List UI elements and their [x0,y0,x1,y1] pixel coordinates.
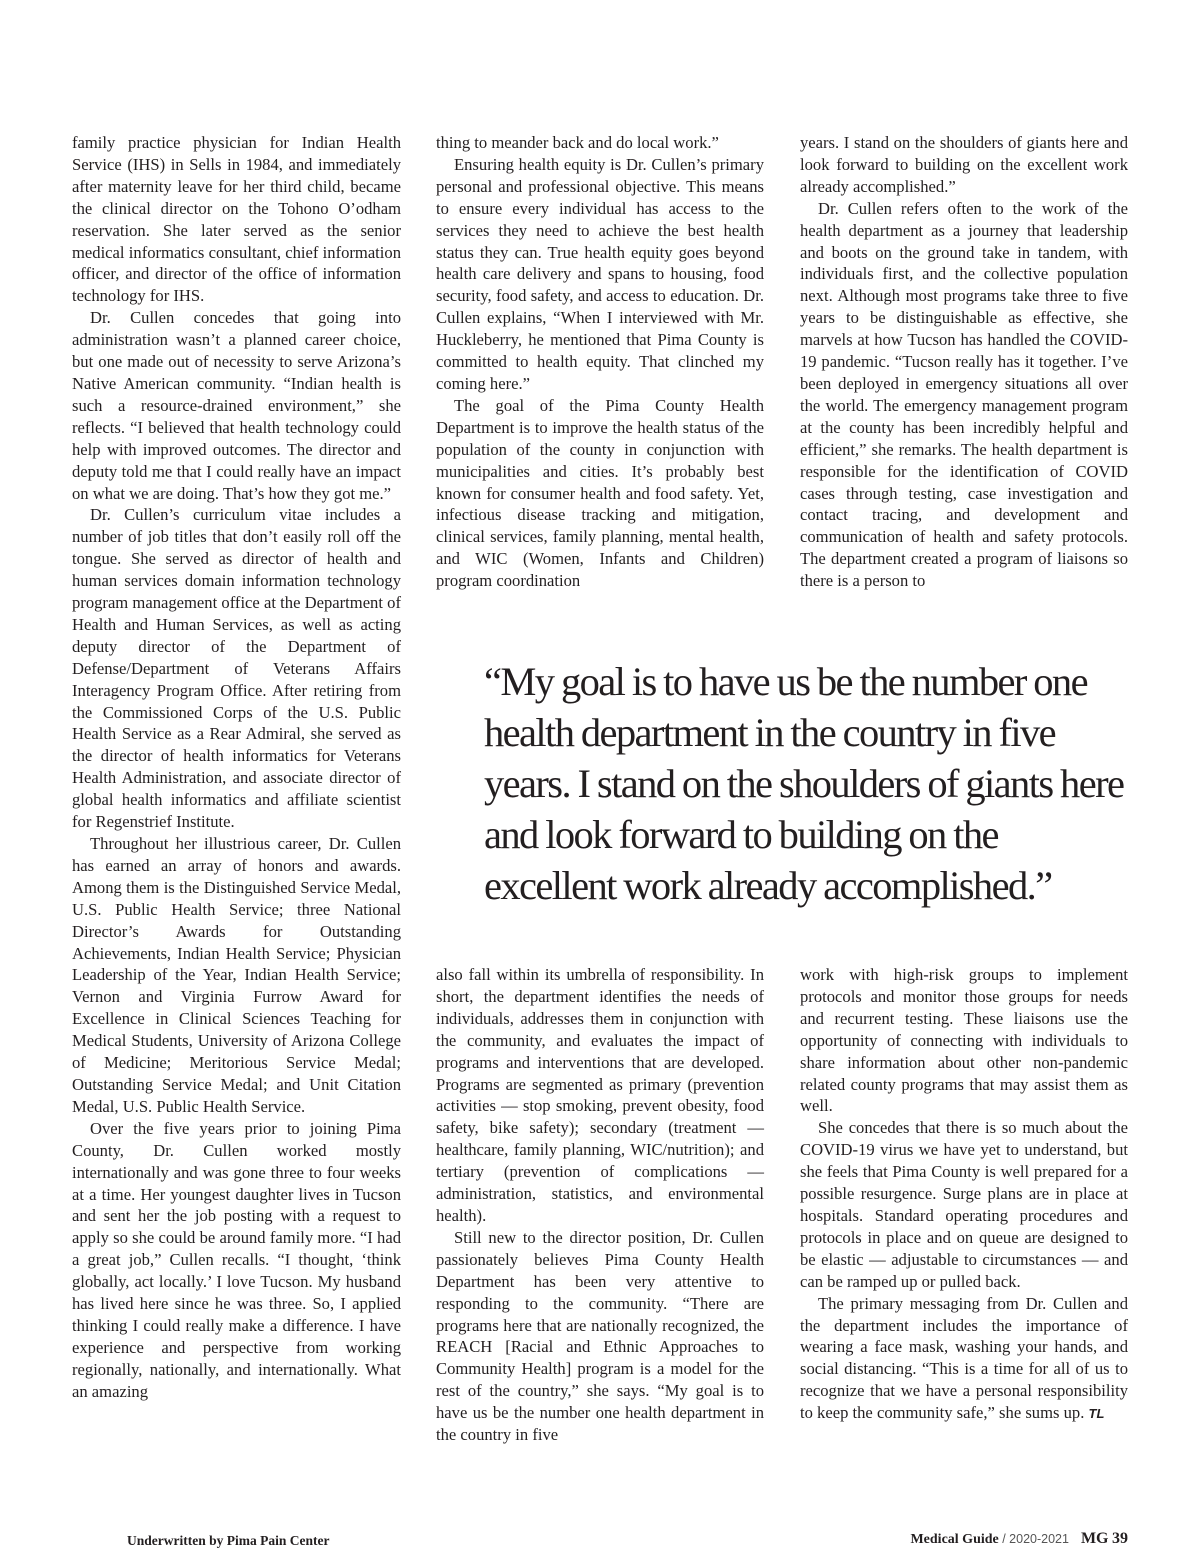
paragraph: years. I stand on the shoulders of giants here and look forward to building on the excellent work already accomplished.” [800,133,1128,196]
paragraph: work with high-risk groups to implement protocols and monitor those groups for needs and recurrent testing. These liaisons use the opportunity of connecting with individuals to share information about other non-pandemic related county programs that may assist them as well. [800,965,1128,1116]
column-3-bottom [800,964,1128,1474]
column-2-bottom [436,964,764,1474]
separator: / [998,1532,1010,1546]
footer-folio [910,1530,1128,1548]
paragraph: Throughout her illustrious career, Dr. Cullen has earned an array of honors and awards. Among them is the Distinguished Service Medal, U.S. Public Health Service; three National Director’s Awards for Outstanding Achievements, Indian Health Service; Physician Leadership of the Year, Indian Health Service; Vernon and Virginia Furrow Award for Excellence in Clinical Sciences Teaching for Medical Students, University of Arizona College of Medicine; Meritorious Service Medal; Outstanding Service Medal; and Unit Citation Medal, U.S. Public Health Service. [72,834,401,1116]
paragraph: Still new to the director position, Dr. Cullen passionately believes Pima County Health Department has been very attentive to responding to the community. “There are programs here that are nationally recognized, the REACH [Racial and Ethnic Approaches to Community Health] program is a model for the rest of the country,” she says. “My goal is to have us be the number one health department in the country in five [436,1227,764,1445]
publication-name: Medical Guide [910,1532,999,1547]
paragraph: Dr. Cullen’s curriculum vitae includes a number of job titles that don’t easily roll off the tongue. She served as director of health and human services domain information technology program management office at the Department of Health and Human Services, as well as acting deputy director of the Department of Defense/Department of Veterans Affairs Interagency Program Office. After retiring from the Commissioned Corps of the U.S. Public Health Service as a Rear Admiral, she served as the director of health informatics for Veterans Health Administration, and associate director of global health informatics and affiliate scientist for Regenstrief Institute. [72,505,401,832]
paragraph: The goal of the Pima County Health Department is to improve the health status of the population of the county in conjunction with municipalities and cities. It’s probably best known for consumer health and food safety. Yet, infectious disease tracking and mitigation, clinical services, family planning, mental health, and WIC (Women, Infants and Children) program coordination [436,395,764,591]
column-2-top [436,132,764,617]
column-1 [72,132,401,1472]
paragraph: family practice physician for Indian Health Service (IHS) in Sells in 1984, and immediately after maternity leave for her third child, became the clinical director on the Tohono O’odham reservation. She later served as the senior medical informatics consultant, chief information officer, and director of the office of information technology for IHS. [72,133,401,306]
paragraph: thing to meander back and do local work.” [436,133,719,152]
pull-quote: “My goal is to have us be the number one health department in the country in five years. I stand on the shoulders of giants here and look forward to building on the excellent work already accomplished.” [484,659,1124,908]
paragraph: Dr. Cullen refers often to the work of the health department as a journey that leadership and boots on the ground take in tandem, with individuals first, and the collective population next. Although most programs take three to five years to be distinguishable as effective, she marvels at how Tucson has handled the COVID-19 pandemic. “Tucson really has it together. I’ve been deployed in emergency situations all over the world. The emergency management program at the county has been incredibly helpful and efficient,” she remarks. The health department is responsible for the identification of COVID cases through testing, case investigation and contact tracing, and development and communication of health and safety protocols. The department created a program of liaisons so there is a person to [800,198,1128,591]
paragraph: also fall within its umbrella of responsibility. In short, the department identifies the needs of individuals, addresses them in conjunction with the community, and evaluates the impact of programs and interventions that are developed. Programs are segmented as primary (prevention activities — stop smoking, prevent obesity, food safety, bike safety); secondary (treatment — healthcare, family planning, WIC/nutrition); and tertiary (prevention of complications — administration, statistics, and environmental health). [436,965,764,1225]
footer-sponsor: Underwritten by Pima Pain Center [127,1533,330,1548]
paragraph: She concedes that there is so much about the COVID-19 virus we have yet to understand, but she feels that Pima County is well prepared for a possible resurgence. Surge plans are in place at hospitals. Standard operating procedures and protocols in place and on queue are designed to be elastic — adjustable to circumstances — and can be ramped up or pulled back. [800,1118,1128,1291]
page-number: 39 [1112,1530,1128,1547]
paragraph-text: The primary messaging from Dr. Cullen and the department includes the importance of wearing a face mask, washing your hands, and social distancing. “This is a time for all of us to recognize that we have a personal responsibility to keep the community safe,” she sums up. [800,1293,1128,1423]
end-mark: TL [1088,1406,1105,1422]
paragraph: Ensuring health equity is Dr. Cullen’s primary personal and professional objective. This means to ensure every individual has access to the services they need to achieve the best health status they can. True health equity goes beyond health care delivery and spans to housing, food security, food safety, and access to education. Dr. Cullen explains, “When I interviewed with Mr. Huckleberry, he mentioned that Pima County is committed to health equity. That clinched my coming here.” [436,154,764,393]
column-3-top [800,132,1128,617]
section-code: MG [1080,1530,1109,1547]
paragraph: Over the five years prior to joining Pima County, Dr. Cullen worked mostly internationally and was gone three to four weeks at a time. Her youngest daughter lives in Tucson and sent her the job posting with a request to apply so she could be around family more. “I had a great job,” Cullen recalls. “I thought, ‘think globally, act locally.’ I love Tucson. My husband has lived here since he was three. So, I applied thinking I could really make a difference. I have experience and perspective from working regionally, nationally, and internationally. What an amazing [72,1118,401,1401]
publication-year: 2020-2021 [1009,1532,1069,1546]
paragraph-final [800,1293,1128,1425]
paragraph: Dr. Cullen concedes that going into administration wasn’t a planned career choice, but one made out of necessity to serve Arizona’s Native American community. “Indian health is such a resource-drained environment,” she reflects. “I believed that health technology could help with improved outcomes. The director and deputy told me that I could really have an impact on what we are doing. That’s how they got me.” [72,308,401,503]
